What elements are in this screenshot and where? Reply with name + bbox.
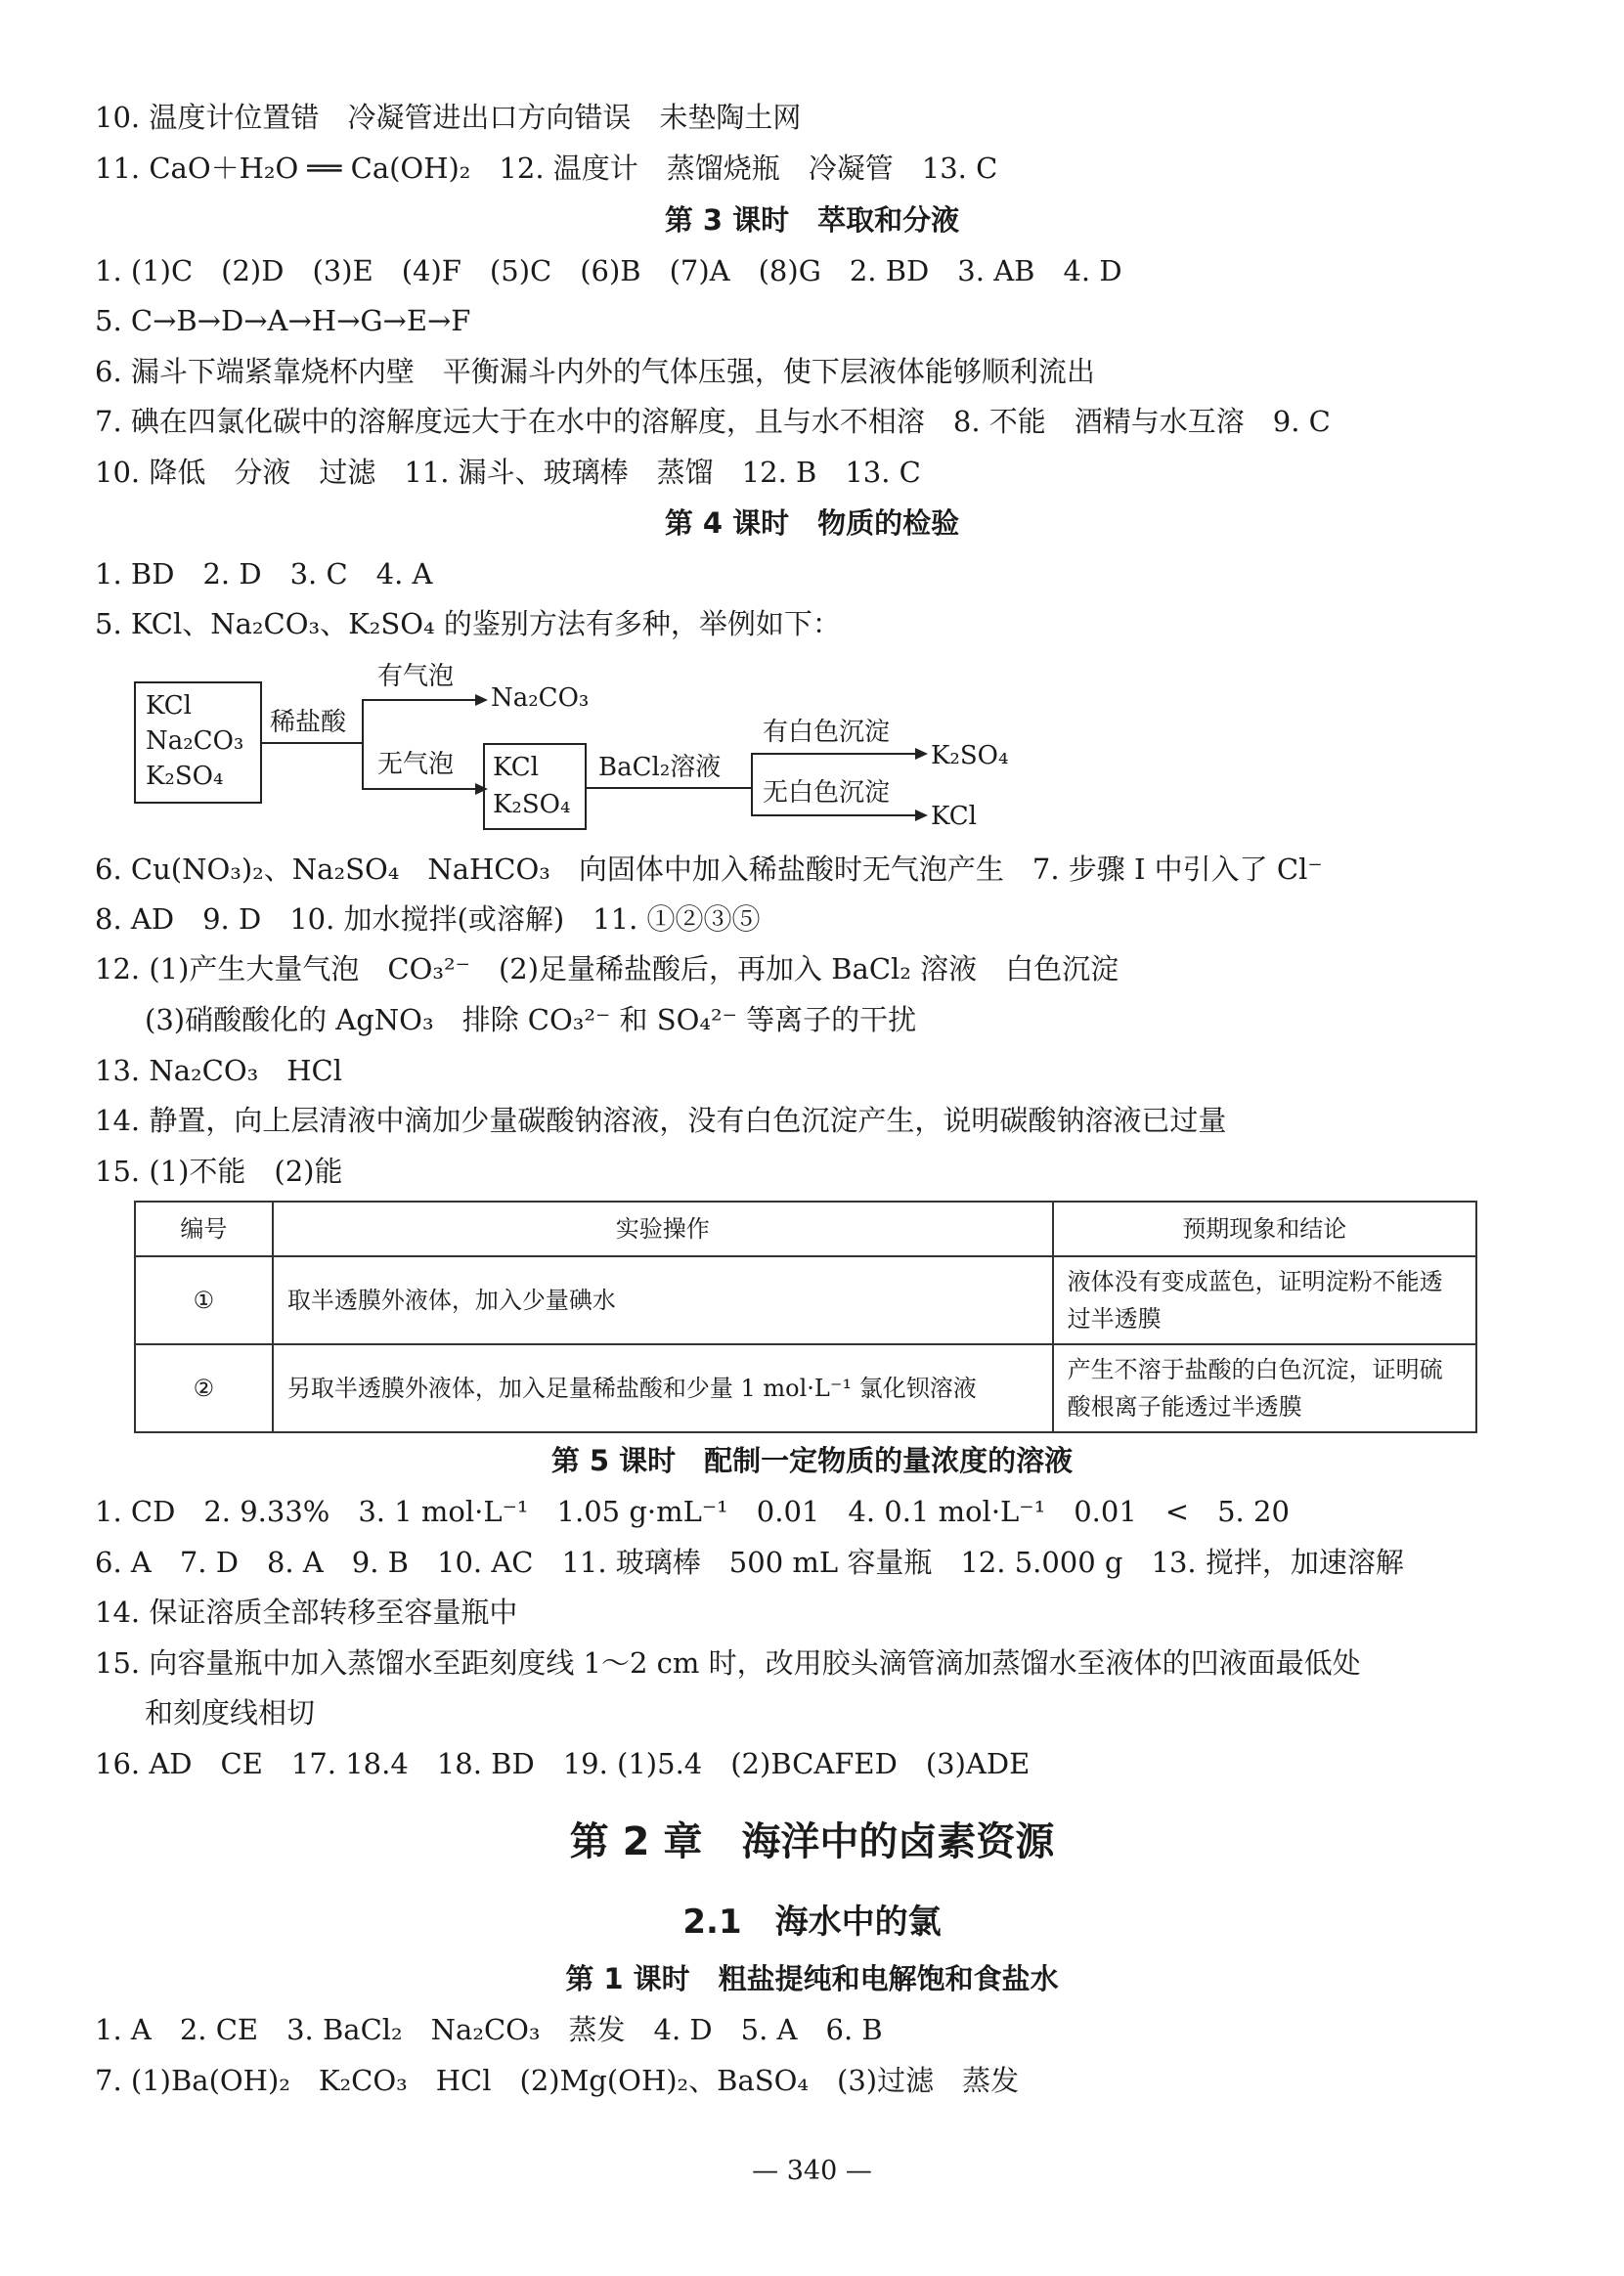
section-heading: 第 3 课时 萃取和分液 (664, 203, 960, 237)
connector-line (587, 787, 751, 789)
product-label: KCl (931, 802, 977, 831)
answer-line: 和刻度线相切 (145, 1696, 316, 1729)
branch-label: 有白色沉淀 (763, 718, 891, 747)
answer-line: 14. 静置，向上层清液中滴加少量碳酸钠溶液，没有白色沉淀产生，说明碳酸钠溶液已过量 (95, 1104, 1227, 1137)
table-cell: ① (135, 1256, 273, 1344)
subchapter-title: 2.1 海水中的氯 (682, 1903, 942, 1942)
answer-line: 1. BD 2. D 3. C 4. A (95, 557, 433, 591)
page-number: — 340 — (752, 2156, 872, 2186)
answer-line: 10. 降低 分液 过滤 11. 漏斗、玻璃棒 蒸馏 12. B 13. C (95, 456, 921, 489)
table-header-row (135, 1202, 1476, 1256)
start-box-item: Na₂CO₃ (146, 726, 244, 756)
mid-box-item: K₂SO₄ (493, 790, 571, 819)
answer-line: 15. 向容量瓶中加入蒸馏水至距刻度线 1～2 cm 时，改用胶头滴管滴加蒸馏水至液体的凹液面最低处 (95, 1646, 1361, 1680)
answer-line: 6. 漏斗下端紧靠烧杯内壁 平衡漏斗内外的气体压强，使下层液体能够顺利流出 (95, 355, 1095, 388)
answer-line: 11. CaO＋H₂O ══ Ca(OH)₂ 12. 温度计 蒸馏烧瓶 冷凝管 13. C (95, 152, 998, 185)
connector-line (751, 753, 917, 755)
arrow-head (475, 694, 488, 706)
connector-line (362, 699, 477, 701)
section-heading: 第 1 课时 粗盐提纯和电解饱和食盐水 (565, 1962, 1059, 1995)
answer-line: 1. CD 2. 9.33% 3. 1 mol·L⁻¹ 1.05 g·mL⁻¹ 0.01 4. 0.1 mol·L⁻¹ 0.01 < 5. 20 (95, 1495, 1290, 1528)
connector-line (751, 753, 753, 814)
connector-line (362, 788, 477, 790)
product-label: K₂SO₄ (931, 741, 1009, 770)
start-box (134, 681, 262, 804)
answer-line: 6. Cu(NO₃)₂、Na₂SO₄ NaHCO₃ 向固体中加入稀盐酸时无气泡产生 7. 步骤 I 中引入了 Cl⁻ (95, 853, 1323, 886)
experiment-table (134, 1201, 1477, 1433)
answer-line: 6. A 7. D 8. A 9. B 10. AC 11. 玻璃棒 500 mL 容量瓶 12. 5.000 g 13. 搅拌，加速溶解 (95, 1546, 1404, 1579)
mid-box-item: KCl (493, 753, 539, 782)
answer-line: 1. (1)C (2)D (3)E (4)F (5)C (6)B (7)A (8)G 2. BD 3. AB 4. D (95, 254, 1122, 287)
reagent-label: BaCl₂溶液 (598, 753, 722, 782)
table-cell: 产生不溶于盐酸的白色沉淀，证明硫酸根离子能透过半透膜 (1053, 1344, 1476, 1432)
answer-line: 13. Na₂CO₃ HCl (95, 1054, 342, 1087)
answer-line: 1. A 2. CE 3. BaCl₂ Na₂CO₃ 蒸发 4. D 5. A 6. B (95, 2013, 883, 2046)
start-box-item: KCl (146, 691, 192, 721)
connector-line (362, 699, 364, 788)
table-cell: ② (135, 1344, 273, 1432)
branch-label: 无气泡 (377, 750, 455, 779)
arrow-head (915, 810, 928, 821)
table-row (135, 1256, 1476, 1344)
table-header: 实验操作 (273, 1202, 1053, 1256)
answer-line: 5. KCl、Na₂CO₃、K₂SO₄ 的鉴别方法有多种，举例如下： (95, 607, 841, 640)
product-label: Na₂CO₃ (491, 683, 590, 713)
table-cell: 液体没有变成蓝色，证明淀粉不能透过半透膜 (1053, 1256, 1476, 1344)
table-header: 编号 (135, 1202, 273, 1256)
answer-line: 7. (1)Ba(OH)₂ K₂CO₃ HCl (2)Mg(OH)₂、BaSO₄ (3)过滤 蒸发 (95, 2064, 1020, 2097)
start-box-item: K₂SO₄ (146, 762, 224, 791)
connector-line (751, 814, 917, 816)
section-heading: 第 5 课时 配制一定物质的量浓度的溶液 (550, 1444, 1074, 1477)
branch-label: 有气泡 (377, 662, 455, 691)
table-cell: 另取半透膜外液体，加入足量稀盐酸和少量 1 mol·L⁻¹ 氯化钡溶液 (273, 1344, 1053, 1432)
table-row (135, 1344, 1476, 1432)
answer-line: (3)硝酸酸化的 AgNO₃ 排除 CO₃²⁻ 和 SO₄²⁻ 等离子的干扰 (145, 1003, 917, 1036)
answer-line: 15. (1)不能 (2)能 (95, 1155, 343, 1188)
answer-line: 14. 保证溶质全部转移至容量瓶中 (95, 1596, 518, 1629)
chapter-title: 第 2 章 海洋中的卤素资源 (569, 1819, 1055, 1864)
answer-line: 5. C→B→D→A→H→G→E→F (95, 304, 471, 337)
answer-line: 8. AD 9. D 10. 加水搅拌(或溶解) 11. ①②③⑤ (95, 902, 761, 936)
answer-line: 12. (1)产生大量气泡 CO₃²⁻ (2)足量稀盐酸后，再加入 BaCl₂ 溶液 白色沉淀 (95, 952, 1119, 985)
table-header: 预期现象和结论 (1053, 1202, 1476, 1256)
section-heading: 第 4 课时 物质的检验 (664, 506, 960, 540)
table-cell: 取半透膜外液体，加入少量碘水 (273, 1256, 1053, 1344)
answer-line: 7. 碘在四氯化碳中的溶解度远大于在水中的溶解度，且与水不相溶 8. 不能 酒精与水互溶 9. C (95, 405, 1331, 438)
answer-line: 10. 温度计位置错 冷凝管进出口方向错误 未垫陶土网 (95, 101, 802, 134)
arrow-head (915, 748, 928, 760)
reagent-label: 稀盐酸 (270, 708, 347, 737)
branch-label: 无白色沉淀 (763, 778, 891, 808)
connector-line (262, 742, 362, 744)
answer-line: 16. AD CE 17. 18.4 18. BD 19. (1)5.4 (2)BCAFED (3)ADE (95, 1747, 1031, 1780)
mid-box (483, 743, 587, 830)
